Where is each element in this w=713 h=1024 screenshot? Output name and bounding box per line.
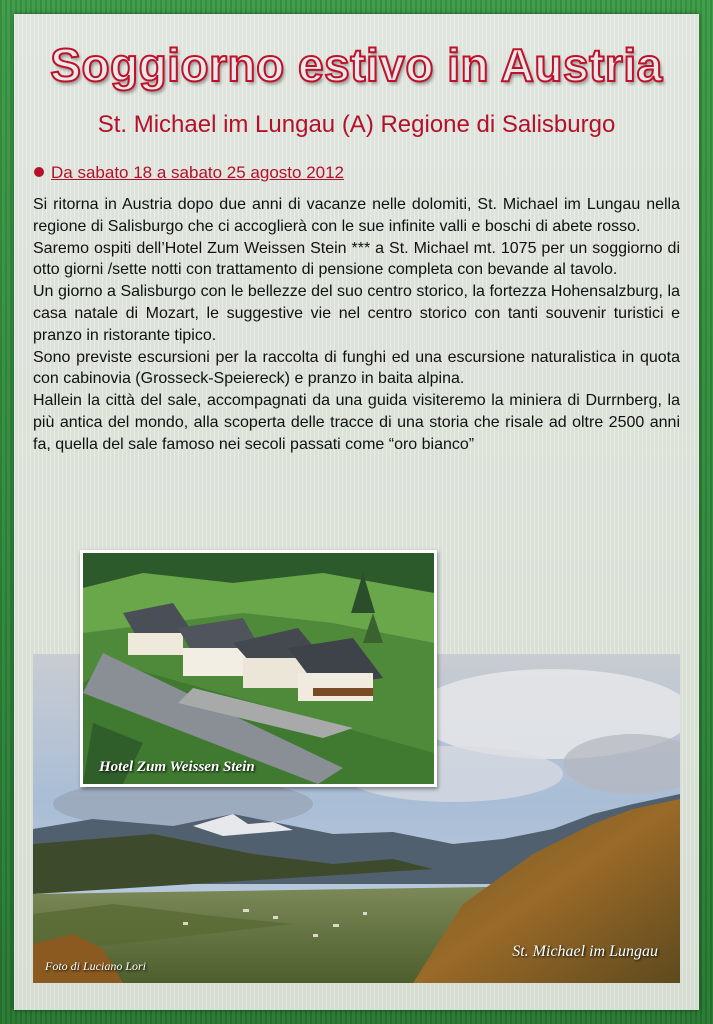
paragraph-excursions: Sono previste escursioni per la raccolta di funghi ed una escursione naturalistica in quota con cabinovia (Grosseck-Speiereck) e pranzo in baita alpina. bbox=[33, 348, 680, 388]
paragraph-salzburg: Un giorno a Salisburgo con le bellezze del suo centro storico, la fortezza Hohensalzburg, la casa natale di Mozart, le suggestive vie nel centro storico con tanti souvenir turistici e pranzo in ristorante tipico. bbox=[33, 283, 680, 344]
hotel-photo bbox=[80, 550, 437, 787]
date-line bbox=[34, 163, 344, 183]
hotel-aerial-image bbox=[83, 553, 434, 784]
paragraph-hotel: Saremo ospiti dell’Hotel Zum Weissen Stein *** a St. Michael mt. 1075 per un soggiorno di otto giorni /sette notti con trattamento di pensione completa con bevande al tavolo. bbox=[33, 239, 680, 279]
bullet-icon bbox=[34, 167, 44, 177]
date-text: Da sabato 18 a sabato 25 agosto 2012 bbox=[51, 163, 345, 182]
paragraph-intro: Si ritorna in Austria dopo due anni di vacanze nelle dolomiti, St. Michael im Lungau nella regione di Salisburgo che ci accoglierà con le sue infinite valli e boschi di abete rosso. bbox=[33, 196, 680, 235]
hotel-caption: Hotel Zum Weissen Stein bbox=[99, 759, 255, 775]
panorama-caption: St. Michael im Lungau bbox=[512, 943, 658, 960]
paragraph-hallein: Hallein la città del sale, accompagnati da una guida visiteremo la miniera di Durrnberg, la più antica del mondo, alla scoperta delle tracce di una storia che risale ad oltre 2500 anni fa, quella del sale famoso nei secoli passati come “oro bianco” bbox=[33, 392, 680, 453]
description-text bbox=[33, 194, 680, 456]
page-title: Soggiorno estivo in Austria bbox=[50, 39, 663, 91]
photo-credit: Foto di Luciano Lori bbox=[45, 959, 147, 973]
page-subtitle: St. Michael im Lungau (A) Regione di Salisburgo bbox=[97, 111, 616, 138]
